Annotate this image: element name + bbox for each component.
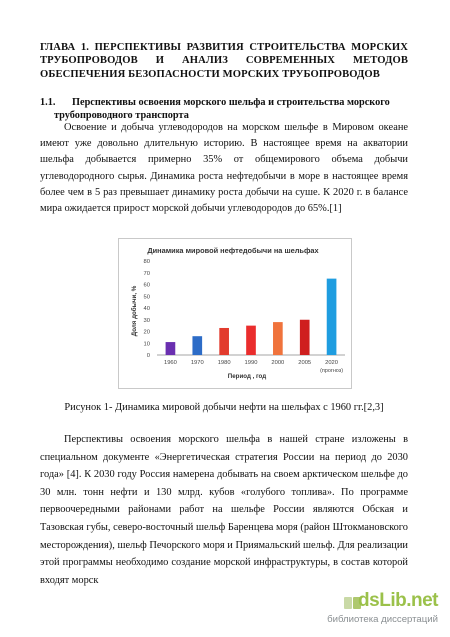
bar-2005	[300, 320, 310, 355]
section-title-line1: Перспективы освоения морского шельфа и строительства морского	[72, 97, 390, 108]
x-tick-label: 1990	[244, 360, 258, 366]
watermark-brand: dsLib.net	[358, 590, 438, 611]
chart-ylabel: Доля добычи, %	[131, 285, 138, 337]
x-tick-label: 1960	[163, 360, 177, 366]
watermark	[240, 590, 440, 630]
paragraph-2: Перспективы освоения морского шельфа в нашей стране изложены в специальном документе «Энергетическая стратегия России на период до 2030 года» [4]. К 2030 году Россия намерена добывать на своем арктическом шельфе до 30 млн. тонн нефти и 130 млрд. кубов «голубого топлива». По программе первоочередными районами работ на шельфе России являются Обская и Тазовская губы, северо-восточный шельф Баренцева моря (район Штокмановского месторождения), шельф Печорского моря и Приямальский шельф. Для реализации этой программы необходимо создание морской инфраструктуры, в состав которой входят морск	[40, 434, 408, 586]
y-tick-label: 60	[143, 282, 150, 289]
section-heading-line1	[40, 96, 408, 109]
x-tick-label: 2005	[298, 360, 312, 366]
bar-2000	[273, 322, 283, 355]
figure-caption: Рисунок 1- Динамика мировой добычи нефти на шельфах с 1960 гг.[2,3]	[64, 402, 384, 413]
watermark-subtitle: библиотека диссертаций	[327, 614, 438, 625]
chart	[118, 238, 352, 389]
chart-title: Динамика мировой нефтедобычи на шельфах	[147, 246, 319, 255]
bar-1960	[166, 342, 176, 355]
section-heading	[40, 96, 408, 122]
y-tick-label: 10	[143, 341, 150, 348]
bar-1970	[192, 336, 202, 355]
x-tick-label: 2020	[325, 360, 339, 366]
y-tick-label: 30	[143, 317, 150, 324]
y-tick-label: 20	[143, 329, 150, 336]
bar-1990	[246, 326, 256, 355]
x-tick-note: (прогноз)	[320, 368, 344, 374]
paragraph-1: Освоение и добыча углеводородов на морском шельфе в Мировом океане имеют уже довольно длительную историю. В настоящее время на акватории шельфа добывается примерно 35% от общемирового объема добычи углеводородного сырья. Динамика роста нефтедобычи в море в настоящее время более чем в 5 раз превышает динамику роста добычи на суше. К 2020 г. в балансе мира ожидается прирост морской добычи углеводородов до 65%.[1]	[40, 122, 408, 215]
y-tick-label: 50	[143, 294, 150, 301]
y-tick-label: 0	[146, 353, 150, 359]
chart-y-ticks	[144, 259, 150, 359]
x-tick-label: 1980	[217, 360, 231, 366]
bar-2020	[327, 279, 337, 355]
y-tick-label: 70	[143, 270, 150, 277]
section-title-line2: трубопроводного транспорта	[54, 110, 189, 121]
y-tick-label: 80	[143, 259, 150, 265]
chart-x-ticks	[164, 360, 343, 374]
chart-svg	[119, 239, 351, 388]
chart-bars	[166, 279, 337, 355]
bar-1980	[219, 328, 229, 355]
y-tick-label: 40	[143, 306, 150, 312]
chapter-heading: ГЛАВА 1. ПЕРСПЕКТИВЫ РАЗВИТИЯ СТРОИТЕЛЬСТВА МОРСКИХ ТРУБОПРОВОДОВ И АНАЛИЗ СОВРЕМЕННЫХ МЕТОДОВ ОБЕСПЕЧЕНИЯ БЕЗОПАСНОСТИ МОРСКИХ ТРУБОПРОВОДОВ	[40, 42, 408, 80]
x-tick-label: 2000	[271, 360, 285, 366]
section-number: 1.1.	[40, 97, 56, 108]
chart-xlabel: Период , год	[227, 373, 267, 380]
x-tick-label: 1970	[190, 360, 204, 366]
